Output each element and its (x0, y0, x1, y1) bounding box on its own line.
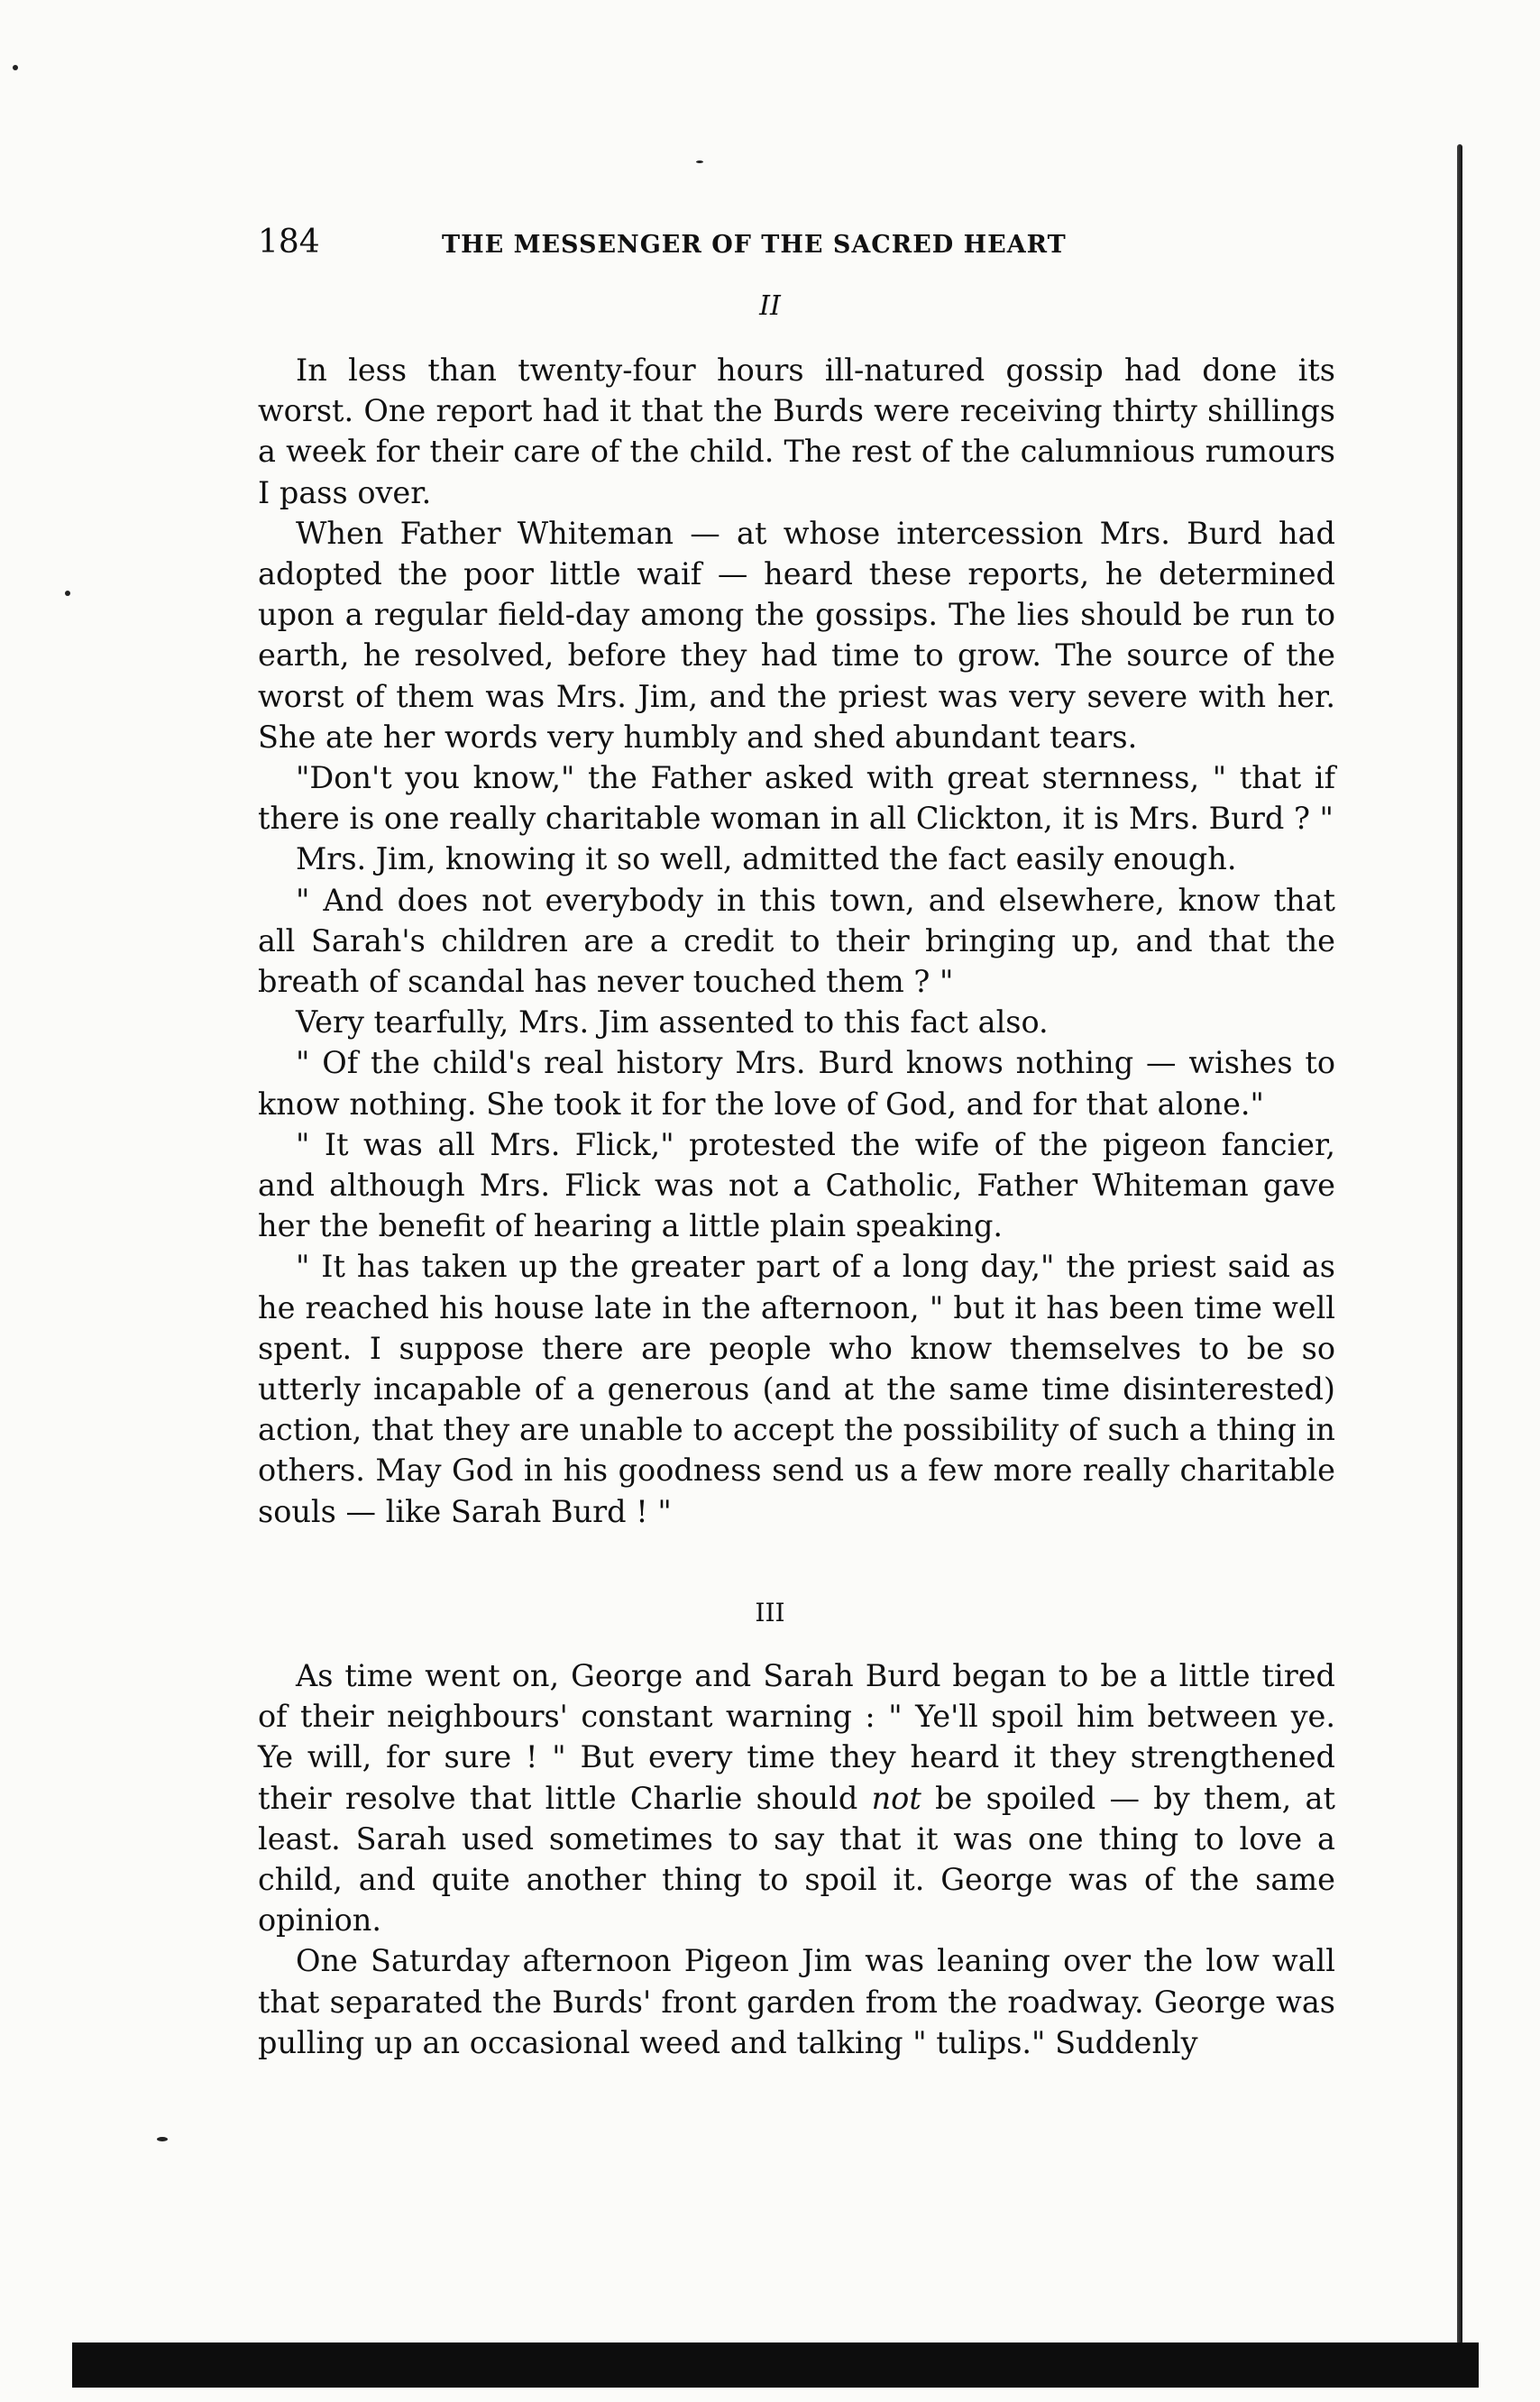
paragraph: Mrs. Jim, knowing it so well, admitted the fact easily enough. (296, 841, 1237, 877)
section-three-body (258, 1655, 1335, 2063)
scan-speck (696, 160, 703, 163)
paragraph: Very tearfully, Mrs. Jim assented to this fact also. (296, 1004, 1049, 1041)
running-title: THE MESSENGER OF THE SACRED HEART (442, 231, 1067, 259)
section-heading-three: III (755, 1598, 785, 1627)
paragraph: One Saturday afternoon Pigeon Jim was leaning over the low wall that separated the Burds' front garden from the roadway. George was pulling up an occasional weed and talking " tulips." Suddenly (258, 1943, 1335, 2060)
paragraph: "Don't you know," the Father asked with great sternness, " that if there is one really charitable woman in all Clickton, it is Mrs. Burd ? " (258, 760, 1335, 837)
binding-edge-shadow (1457, 144, 1462, 2344)
paragraph: " And does not everybody in this town, and elsewhere, know that all Sarah's children are a credit to their bringing up, and that the breath of scandal has never touched them ? " (258, 882, 1335, 1000)
scan-bottom-border (72, 2342, 1479, 2388)
section-heading-two: II (759, 290, 781, 322)
paragraph: When Father Whiteman — at whose intercession Mrs. Burd had adopted the poor little waif — heard these reports, he determined upon a regular field-day among the gossips. The lies should be run to earth, he resolved, before they had time to grow. The source of the worst of them was Mrs. Jim, and the priest was very severe with her. She ate her words very humbly and shed abundant tears. (258, 515, 1335, 755)
scan-speck (13, 65, 18, 70)
paragraph: In less than twenty-four hours ill-natured gossip had done its worst. One report had it that the Burds were receiving thirty shillings a week for their care of the child. The rest of the calumnious rumours I pass over. (258, 353, 1335, 510)
paragraph-text: As time went on, George and Sarah Burd began to be a little tired of their neighbours' constant warning : " Ye'll spoil him between ye. Ye will, for sure ! " But every time they heard it they strengthened their resolve that little Charlie should (258, 1658, 1335, 1816)
scan-speck (157, 2137, 168, 2141)
section-two-body (258, 350, 1335, 1532)
paragraph: " It has taken up the greater part of a long day," the priest said as he reached his house late in the afternoon, " but it has been time well spent. I suppose there are people who know themselves to be so utterly incapable of a generous (and at the same time disinterested) action, that they are unable to accept the possibility of such a thing in others. May God in his goodness send us a few more really charitable souls — like Sarah Burd ! " (258, 1249, 1335, 1529)
emphasis: not (871, 1780, 921, 1816)
paragraph (258, 1655, 1335, 1940)
paragraph: " Of the child's real history Mrs. Burd knows nothing — wishes to know nothing. She took it for the love of God, and for that alone." (258, 1045, 1335, 1122)
paragraph: " It was all Mrs. Flick," protested the wife of the pigeon fancier, and although Mrs. Flick was not a Catholic, Father Whiteman gave her the benefit of hearing a little plain speaking. (258, 1126, 1335, 1244)
paragraph-text: be spoiled — by them, at least. Sarah used sometimes to say that it was one thing to love a child, and quite another thing to spoil it. George was of the same opinion. (258, 1780, 1335, 1939)
page-number: 184 (258, 224, 320, 261)
scan-speck (65, 591, 70, 596)
page-header (258, 224, 1340, 269)
